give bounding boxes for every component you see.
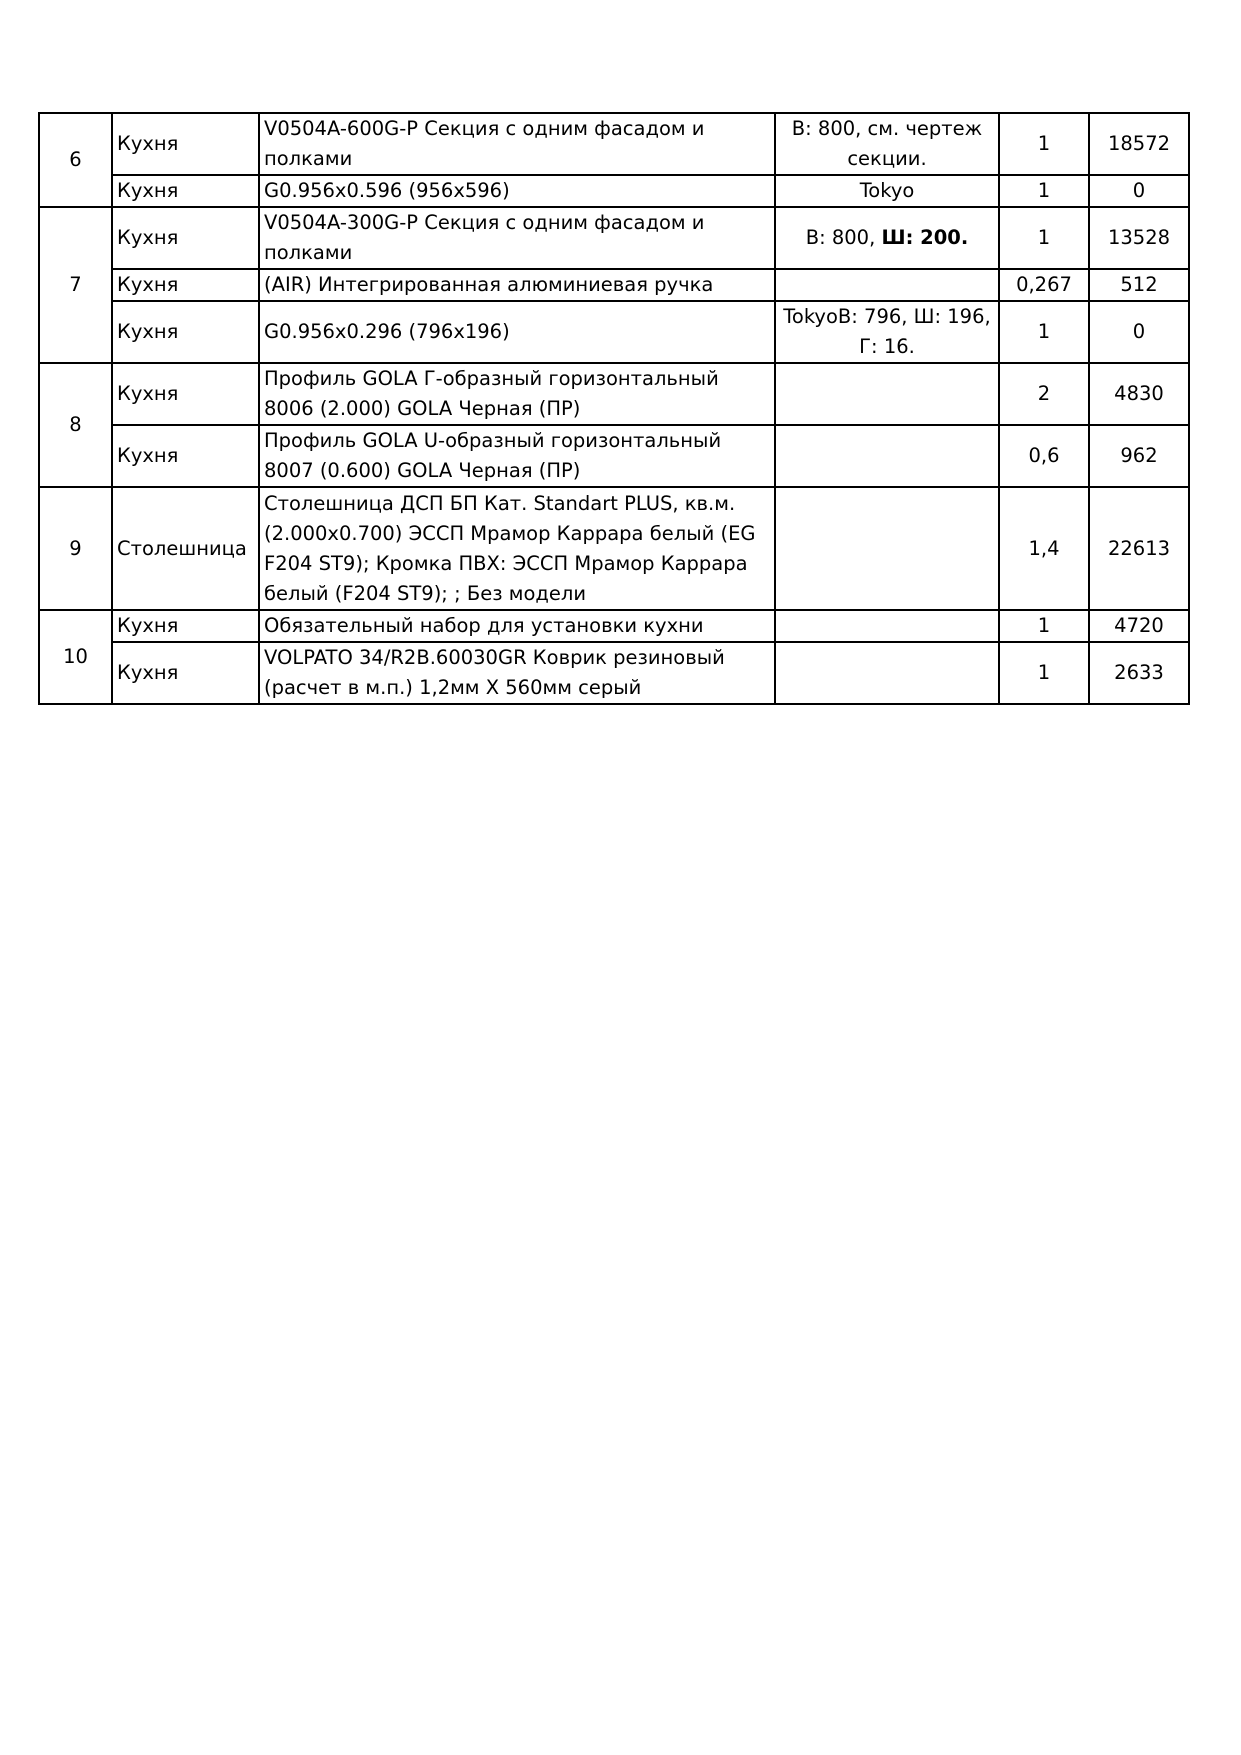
group-number: 8 <box>39 363 112 487</box>
table-row <box>39 610 1189 642</box>
quantity-cell: 0,267 <box>999 269 1089 301</box>
item-name-cell: Профиль GOLA Г-образный горизонтальный 8006 (2.000) GOLA Черная (ПР) <box>259 363 775 425</box>
parameters-cell <box>775 642 999 704</box>
price-cell: 13528 <box>1089 207 1189 269</box>
specification-table <box>38 112 1190 705</box>
item-name-cell: Обязательный набор для установки кухни <box>259 610 775 642</box>
parameters-bold-text: Ш: 200. <box>881 226 969 249</box>
parameters-cell <box>775 207 999 269</box>
category-cell: Кухня <box>112 610 259 642</box>
group-number: 7 <box>39 207 112 363</box>
category-cell: Кухня <box>112 301 259 363</box>
table-row <box>39 425 1189 487</box>
quantity-cell: 2 <box>999 363 1089 425</box>
item-name-cell: Профиль GOLA U-образный горизонтальный 8007 (0.600) GOLA Черная (ПР) <box>259 425 775 487</box>
table-row <box>39 113 1189 175</box>
quantity-cell: 1 <box>999 301 1089 363</box>
category-cell: Кухня <box>112 207 259 269</box>
category-cell: Кухня <box>112 425 259 487</box>
group-number: 9 <box>39 487 112 610</box>
category-cell: Столешница <box>112 487 259 610</box>
parameters-cell <box>775 363 999 425</box>
table-row <box>39 301 1189 363</box>
category-cell: Кухня <box>112 363 259 425</box>
price-cell: 18572 <box>1089 113 1189 175</box>
item-name-cell: G0.956x0.296 (796х196) <box>259 301 775 363</box>
category-cell: Кухня <box>112 113 259 175</box>
parameters-cell <box>775 610 999 642</box>
price-cell: 512 <box>1089 269 1189 301</box>
price-cell: 4720 <box>1089 610 1189 642</box>
quantity-cell: 1 <box>999 610 1089 642</box>
parameters-cell: Tokyo <box>775 175 999 207</box>
price-cell: 4830 <box>1089 363 1189 425</box>
parameters-cell: TokyoВ: 796, Ш: 196, Г: 16. <box>775 301 999 363</box>
category-cell: Кухня <box>112 175 259 207</box>
table-row <box>39 269 1189 301</box>
parameters-cell <box>775 269 999 301</box>
quantity-cell: 1 <box>999 175 1089 207</box>
parameters-cell <box>775 487 999 610</box>
price-cell: 962 <box>1089 425 1189 487</box>
item-name-cell: G0.956x0.596 (956х596) <box>259 175 775 207</box>
item-name-cell: VOLPATO 34/R2B.60030GR Коврик резиновый (расчет в м.п.) 1,2мм Х 560мм серый <box>259 642 775 704</box>
item-name-cell: Столешница ДСП БП Кат. Standart PLUS, кв.м. (2.000x0.700) ЭССП Мрамор Каррара белый (EG F204 ST9); Кромка ПВХ: ЭССП Мрамор Каррара белый (F204 ST9); ; Без модели <box>259 487 775 610</box>
price-cell: 0 <box>1089 301 1189 363</box>
category-cell: Кухня <box>112 269 259 301</box>
table-row <box>39 175 1189 207</box>
item-name-cell: V0504A-300G-P Секция с одним фасадом и полками <box>259 207 775 269</box>
quantity-cell: 1 <box>999 642 1089 704</box>
item-name-cell: V0504A-600G-P Секция с одним фасадом и полками <box>259 113 775 175</box>
table-row <box>39 642 1189 704</box>
table-row <box>39 207 1189 269</box>
group-number: 6 <box>39 113 112 207</box>
parameters-cell <box>775 425 999 487</box>
quantity-cell: 0,6 <box>999 425 1089 487</box>
quantity-cell: 1,4 <box>999 487 1089 610</box>
table-row <box>39 363 1189 425</box>
group-number: 10 <box>39 610 112 704</box>
price-cell: 0 <box>1089 175 1189 207</box>
parameters-text: В: 800, <box>805 226 882 249</box>
price-cell: 22613 <box>1089 487 1189 610</box>
quantity-cell: 1 <box>999 113 1089 175</box>
item-name-cell: (AIR) Интегрированная алюминиевая ручка <box>259 269 775 301</box>
table-row <box>39 487 1189 610</box>
price-cell: 2633 <box>1089 642 1189 704</box>
parameters-cell: В: 800, см. чертеж секции. <box>775 113 999 175</box>
quantity-cell: 1 <box>999 207 1089 269</box>
category-cell: Кухня <box>112 642 259 704</box>
